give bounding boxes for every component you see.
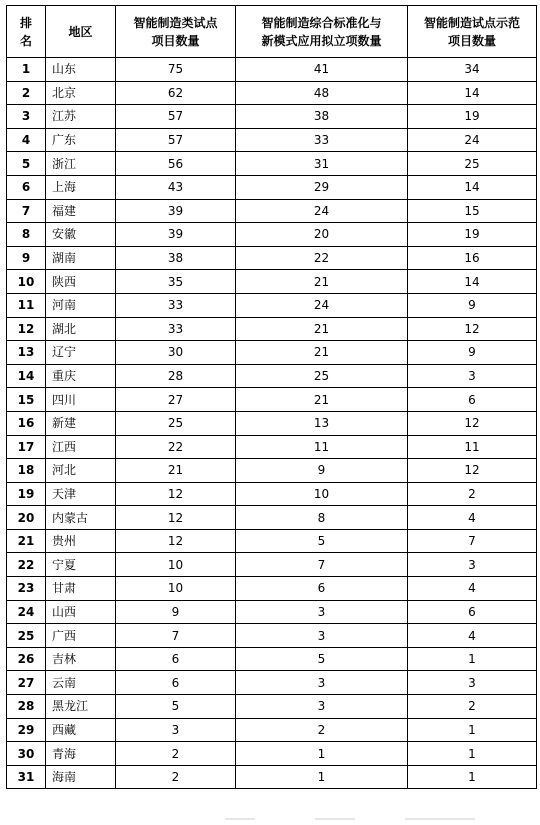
pilot-count-cell: 6: [116, 671, 236, 695]
rank-cell: 15: [7, 388, 46, 412]
region-cell: 重庆: [46, 364, 116, 388]
table-row: [7, 506, 537, 530]
demo-count-cell: 4: [408, 577, 537, 601]
demo-count-cell: 9: [408, 341, 537, 365]
pilot-count-cell: 9: [116, 600, 236, 624]
table-row: [7, 388, 537, 412]
pilot-count-cell: 21: [116, 459, 236, 483]
header-demo-projects: [408, 6, 537, 58]
pilot-count-cell: 3: [116, 718, 236, 742]
region-cell: 广西: [46, 624, 116, 648]
rank-cell: 7: [7, 199, 46, 223]
pilot-count-cell: 75: [116, 58, 236, 82]
header-region-label: 地区: [68, 24, 93, 39]
standard-count-cell: 33: [236, 128, 408, 152]
region-cell: 黑龙江: [46, 695, 116, 719]
demo-count-cell: 6: [408, 388, 537, 412]
demo-count-cell: 3: [408, 364, 537, 388]
pilot-count-cell: 35: [116, 270, 236, 294]
header-pilot-projects: [116, 6, 236, 58]
rank-cell: 30: [7, 742, 46, 766]
standard-count-cell: 8: [236, 506, 408, 530]
standard-count-cell: 41: [236, 58, 408, 82]
table-row: [7, 529, 537, 553]
region-cell: 福建: [46, 199, 116, 223]
standard-count-cell: 21: [236, 388, 408, 412]
region-cell: 云南: [46, 671, 116, 695]
region-cell: 新建: [46, 411, 116, 435]
standard-count-cell: 5: [236, 647, 408, 671]
standard-count-cell: 3: [236, 624, 408, 648]
table-row: [7, 600, 537, 624]
rank-cell: 19: [7, 482, 46, 506]
region-cell: 海南: [46, 765, 116, 789]
pilot-count-cell: 57: [116, 128, 236, 152]
demo-count-cell: 6: [408, 600, 537, 624]
standard-count-cell: 31: [236, 152, 408, 176]
rank-cell: 22: [7, 553, 46, 577]
pilot-count-cell: 25: [116, 411, 236, 435]
rank-cell: 1: [7, 58, 46, 82]
table-row: [7, 199, 537, 223]
rank-cell: 24: [7, 600, 46, 624]
region-cell: 辽宁: [46, 341, 116, 365]
region-cell: 江苏: [46, 105, 116, 129]
table-header: [7, 6, 537, 58]
table-row: [7, 459, 537, 483]
standard-count-cell: 5: [236, 529, 408, 553]
demo-count-cell: 1: [408, 742, 537, 766]
rank-cell: 25: [7, 624, 46, 648]
demo-count-cell: 19: [408, 223, 537, 247]
rank-cell: 23: [7, 577, 46, 601]
standard-count-cell: 21: [236, 270, 408, 294]
demo-count-cell: 12: [408, 411, 537, 435]
demo-count-cell: 3: [408, 671, 537, 695]
standard-count-cell: 24: [236, 199, 408, 223]
pilot-count-cell: 2: [116, 765, 236, 789]
pilot-count-cell: 56: [116, 152, 236, 176]
bottom-edge-smudge: [225, 816, 485, 822]
pilot-count-cell: 39: [116, 199, 236, 223]
region-cell: 陕西: [46, 270, 116, 294]
standard-count-cell: 21: [236, 317, 408, 341]
rank-cell: 8: [7, 223, 46, 247]
demo-count-cell: 14: [408, 270, 537, 294]
standard-count-cell: 21: [236, 341, 408, 365]
header-pilot-line-2: 项目数量: [151, 33, 200, 48]
standard-count-cell: 48: [236, 81, 408, 105]
table-row: [7, 624, 537, 648]
header-standards-line-1: 智能制造综合标准化与: [261, 15, 382, 30]
region-cell: 河南: [46, 293, 116, 317]
demo-count-cell: 19: [408, 105, 537, 129]
rank-cell: 17: [7, 435, 46, 459]
region-cell: 浙江: [46, 152, 116, 176]
region-cell: 四川: [46, 388, 116, 412]
region-cell: 天津: [46, 482, 116, 506]
table-row: [7, 246, 537, 270]
table-row: [7, 647, 537, 671]
rank-cell: 14: [7, 364, 46, 388]
standard-count-cell: 29: [236, 175, 408, 199]
table-row: [7, 765, 537, 789]
pilot-count-cell: 12: [116, 529, 236, 553]
standard-count-cell: 38: [236, 105, 408, 129]
table-row: [7, 364, 537, 388]
rank-cell: 27: [7, 671, 46, 695]
pilot-count-cell: 2: [116, 742, 236, 766]
table-row: [7, 553, 537, 577]
region-cell: 湖北: [46, 317, 116, 341]
region-cell: 山西: [46, 600, 116, 624]
rank-cell: 28: [7, 695, 46, 719]
pilot-count-cell: 7: [116, 624, 236, 648]
rank-cell: 12: [7, 317, 46, 341]
demo-count-cell: 4: [408, 506, 537, 530]
rank-cell: 11: [7, 293, 46, 317]
pilot-count-cell: 38: [116, 246, 236, 270]
demo-count-cell: 15: [408, 199, 537, 223]
ranking-table: [6, 5, 537, 789]
rank-cell: 6: [7, 175, 46, 199]
table-row: [7, 718, 537, 742]
region-cell: 广东: [46, 128, 116, 152]
pilot-count-cell: 12: [116, 482, 236, 506]
table-row: [7, 577, 537, 601]
header-region: [46, 6, 116, 58]
table-row: [7, 270, 537, 294]
table-row: [7, 105, 537, 129]
table-row: [7, 223, 537, 247]
table-row: [7, 695, 537, 719]
demo-count-cell: 12: [408, 459, 537, 483]
standard-count-cell: 3: [236, 600, 408, 624]
table-row: [7, 81, 537, 105]
pilot-count-cell: 10: [116, 553, 236, 577]
region-cell: 青海: [46, 742, 116, 766]
rank-cell: 21: [7, 529, 46, 553]
standard-count-cell: 11: [236, 435, 408, 459]
demo-count-cell: 1: [408, 718, 537, 742]
demo-count-cell: 11: [408, 435, 537, 459]
rank-cell: 5: [7, 152, 46, 176]
table-row: [7, 742, 537, 766]
demo-count-cell: 7: [408, 529, 537, 553]
pilot-count-cell: 30: [116, 341, 236, 365]
pilot-count-cell: 57: [116, 105, 236, 129]
standard-count-cell: 20: [236, 223, 408, 247]
pilot-count-cell: 27: [116, 388, 236, 412]
rank-cell: 3: [7, 105, 46, 129]
table-row: [7, 293, 537, 317]
rank-cell: 31: [7, 765, 46, 789]
region-cell: 吉林: [46, 647, 116, 671]
pilot-count-cell: 33: [116, 317, 236, 341]
header-standards-projects: [236, 6, 408, 58]
table-row: [7, 152, 537, 176]
demo-count-cell: 3: [408, 553, 537, 577]
rank-cell: 20: [7, 506, 46, 530]
pilot-count-cell: 10: [116, 577, 236, 601]
pilot-count-cell: 62: [116, 81, 236, 105]
table-row: [7, 317, 537, 341]
standard-count-cell: 6: [236, 577, 408, 601]
rank-cell: 9: [7, 246, 46, 270]
demo-count-cell: 25: [408, 152, 537, 176]
demo-count-cell: 14: [408, 81, 537, 105]
rank-cell: 29: [7, 718, 46, 742]
table-row: [7, 341, 537, 365]
region-cell: 江西: [46, 435, 116, 459]
region-cell: 安徽: [46, 223, 116, 247]
pilot-count-cell: 22: [116, 435, 236, 459]
header-demo-line-2: 项目数量: [447, 33, 496, 48]
table-row: [7, 128, 537, 152]
rank-cell: 4: [7, 128, 46, 152]
pilot-count-cell: 39: [116, 223, 236, 247]
demo-count-cell: 1: [408, 647, 537, 671]
demo-count-cell: 16: [408, 246, 537, 270]
table-row: [7, 58, 537, 82]
region-cell: 湖南: [46, 246, 116, 270]
demo-count-cell: 2: [408, 482, 537, 506]
demo-count-cell: 24: [408, 128, 537, 152]
standard-count-cell: 1: [236, 765, 408, 789]
region-cell: 上海: [46, 175, 116, 199]
standard-count-cell: 24: [236, 293, 408, 317]
rank-cell: 2: [7, 81, 46, 105]
standard-count-cell: 13: [236, 411, 408, 435]
standard-count-cell: 7: [236, 553, 408, 577]
region-cell: 北京: [46, 81, 116, 105]
region-cell: 甘肃: [46, 577, 116, 601]
region-cell: 河北: [46, 459, 116, 483]
standard-count-cell: 22: [236, 246, 408, 270]
standard-count-cell: 3: [236, 695, 408, 719]
table-row: [7, 671, 537, 695]
region-cell: 山东: [46, 58, 116, 82]
region-cell: 贵州: [46, 529, 116, 553]
demo-count-cell: 12: [408, 317, 537, 341]
ranking-table-container: [6, 5, 536, 789]
standard-count-cell: 25: [236, 364, 408, 388]
pilot-count-cell: 43: [116, 175, 236, 199]
standard-count-cell: 9: [236, 459, 408, 483]
table-row: [7, 175, 537, 199]
region-cell: 内蒙古: [46, 506, 116, 530]
demo-count-cell: 4: [408, 624, 537, 648]
region-cell: 西藏: [46, 718, 116, 742]
rank-cell: 18: [7, 459, 46, 483]
demo-count-cell: 2: [408, 695, 537, 719]
rank-cell: 16: [7, 411, 46, 435]
demo-count-cell: 14: [408, 175, 537, 199]
demo-count-cell: 34: [408, 58, 537, 82]
table-row: [7, 482, 537, 506]
rank-cell: 10: [7, 270, 46, 294]
pilot-count-cell: 6: [116, 647, 236, 671]
header-pilot-line-1: 智能制造类试点: [133, 15, 218, 30]
header-rank: [7, 6, 46, 58]
demo-count-cell: 1: [408, 765, 537, 789]
standard-count-cell: 3: [236, 671, 408, 695]
header-demo-line-1: 智能制造试点示范: [423, 15, 520, 30]
header-row: [7, 6, 537, 58]
pilot-count-cell: 12: [116, 506, 236, 530]
header-rank-line-1: 排: [19, 15, 32, 30]
standard-count-cell: 2: [236, 718, 408, 742]
standard-count-cell: 1: [236, 742, 408, 766]
region-cell: 宁夏: [46, 553, 116, 577]
standard-count-cell: 10: [236, 482, 408, 506]
rank-cell: 26: [7, 647, 46, 671]
table-row: [7, 435, 537, 459]
header-standards-line-2: 新模式应用拟立项数量: [261, 33, 382, 48]
pilot-count-cell: 33: [116, 293, 236, 317]
demo-count-cell: 9: [408, 293, 537, 317]
rank-cell: 13: [7, 341, 46, 365]
header-rank-line-2: 名: [19, 33, 32, 48]
table-body: [7, 58, 537, 789]
table-row: [7, 411, 537, 435]
pilot-count-cell: 5: [116, 695, 236, 719]
pilot-count-cell: 28: [116, 364, 236, 388]
